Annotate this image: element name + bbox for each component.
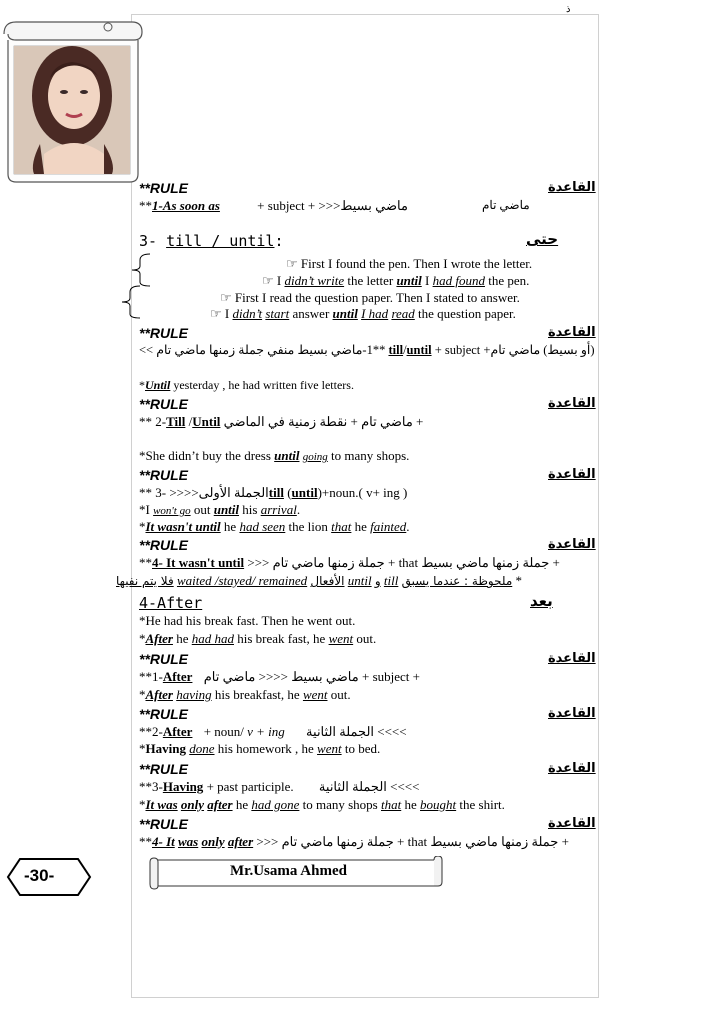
example-13: *It was only after he had gone to many shops that he bought the shirt. [139,797,505,812]
after-rule-2: **2-After + noun/ v + ing >>>> الجملة الثانية [139,724,407,739]
rule-label: **RULE [139,325,189,341]
hand-icon: ☞ [262,273,274,288]
qaida-label: القاعدة [548,180,596,195]
till-rule-1: **1-ماضي بسيط منفي جملة زمنها ماضي تام >> till/until + subject +(أو بسيط) ماضي تام [139,343,595,357]
page-number: -30- [24,866,55,885]
example-12: *Having done his homework , he went to bed. [139,741,381,756]
example-1: ☞ First I found the pen. Then I wrote the letter. [286,256,533,271]
example-10: *After he had had his break fast, he went out. [139,631,377,646]
rule-arabic: ماضي بسيط<<< [318,198,408,213]
example-brackets [118,252,168,322]
after-rule-1: **1-After + subject + ماضي بسيط <<<< ماضي تام [139,669,420,684]
example-7: *I won't go out until his arrival. [139,502,301,517]
top-mark: ذ [566,4,571,15]
rule-label: **RULE [139,706,189,722]
rule-label: **RULE [139,180,189,196]
till-rule-4: **4- It wasn't until + جملة زمنها ماضي تام <<< that + جملة زمنها ماضي بسيط [139,555,560,570]
rule-label: **RULE [139,537,189,553]
portrait-scroll-photo [0,14,144,184]
example-5: *Until yesterday , he had written five letters. [139,378,354,392]
qaida-label: القاعدة [548,537,596,552]
rule-subject: + subject + [257,198,316,213]
hand-icon: ☞ [210,306,222,321]
hand-icon: ☞ [220,290,232,305]
after-heading: 4-After [139,594,203,612]
till-rule-2: ** 2-Till /Until + ماضي تام + نقطة زمنية في الماضي [139,414,424,429]
qaida-label: القاعدة [548,651,596,666]
till-rule-3: ** 3- الجملة الأولى<<<<till (until)+noun.( v+ ing ) [139,485,408,500]
as-soon-as-term: 1-As soon as [152,198,220,213]
rule-prefix: ** [139,198,152,213]
after-rule-3: **3-Having + past participle. >>>> الجملة الثانية [139,779,420,794]
rule-label: **RULE [139,816,189,832]
past-perfect-arabic: ماضي تام [482,198,530,212]
qaida-label: القاعدة [548,325,596,340]
hand-icon: ☞ [286,256,298,271]
qaida-label: القاعدة [548,467,596,482]
after-arabic-heading: بعد [530,592,553,610]
qaida-label: القاعدة [548,816,596,831]
author-name: Mr.Usama Ahmed [230,863,347,879]
rule-label: **RULE [139,761,189,777]
after-rule-4: **4- It was only after + جملة زمنها ماضي تام <<< that + جملة زمنها ماضي بسيط [139,834,569,849]
example-8: *It wasn't until he had seen the lion that he fainted. [139,519,410,534]
till-until-heading: 3- till / until: [139,232,284,250]
example-2: ☞ I didn’t write the letter until I had found the pen. [262,273,530,288]
qaida-label: القاعدة [548,706,596,721]
rule-label: **RULE [139,396,189,412]
example-11: *After having his breakfast, he went out. [139,687,351,702]
example-3: ☞ First I read the question paper. Then I stated to answer. [220,290,520,305]
note-line: فلا يتم نفيها waited /stayed/ remained الأفعال until و till ملحوظة : عندما يسبق * [116,573,522,588]
till-until-term: till / until [166,232,275,250]
qaida-label: القاعدة [548,761,596,776]
qaida-label: القاعدة [548,396,596,411]
as-soon-as-rule [139,198,408,213]
rule-label: **RULE [139,651,189,667]
rule-label: **RULE [139,467,189,483]
till-arabic-heading: حتى [526,230,559,248]
example-9: *He had his break fast. Then he went out. [139,613,356,628]
example-4: ☞ I didn’t start answer until I had read the question paper. [210,306,516,321]
example-6: *She didn’t buy the dress until going to many shops. [139,448,410,463]
